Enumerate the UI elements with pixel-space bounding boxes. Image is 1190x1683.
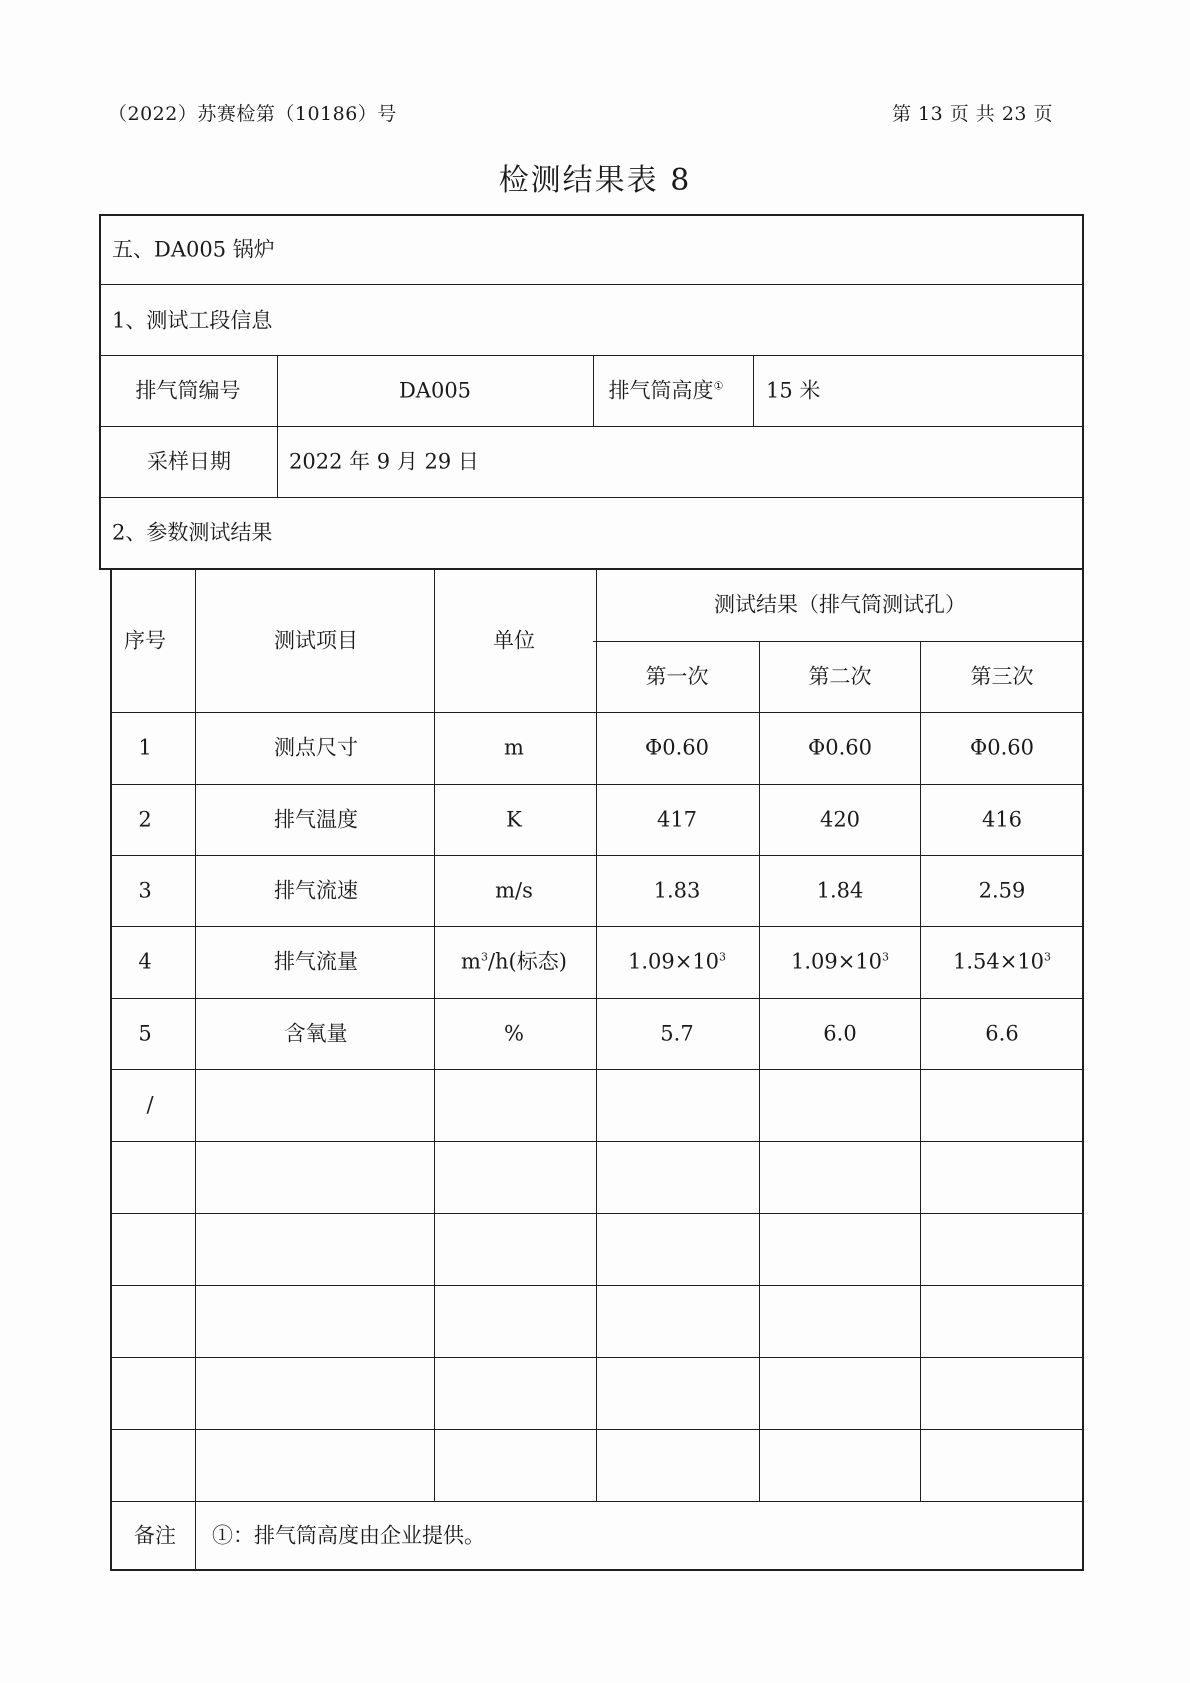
remarks-label: 备注 — [134, 1523, 176, 1548]
row-value-run-1: $1.09\times 10^3$ — [627, 949, 727, 974]
sampling-date-label: 采样日期 — [147, 449, 231, 474]
report-number: （2022）苏赛检第（10186）号 — [108, 103, 397, 125]
row-value-run-2: 420 — [819, 807, 861, 832]
row-item: 排气流速 — [274, 878, 358, 903]
row-value-run-1: 417 — [656, 807, 698, 832]
row-value-run-1: 5.7 — [660, 1021, 694, 1046]
results-heading: 2、参数测试结果 — [112, 520, 273, 545]
row-seq: 2 — [138, 807, 152, 832]
col-run-3-header: 第三次 — [970, 664, 1034, 689]
row-value-run-2: Φ0.60 — [808, 735, 872, 760]
col-unit-header: 单位 — [493, 628, 535, 653]
remarks-text: ①：排气筒高度由企业提供。 — [212, 1523, 485, 1548]
row-value-run-3: 6.6 — [985, 1021, 1019, 1046]
row-seq: 1 — [138, 735, 152, 760]
row-value-run-2: 1.84 — [816, 878, 864, 903]
row-value-run-3: $1.54\times 10^3$ — [952, 949, 1052, 974]
row-unit: m/s — [495, 878, 533, 903]
row-value-run-1: Φ0.60 — [645, 735, 709, 760]
sampling-date-value: 2022 年 9 月 29 日 — [289, 449, 479, 474]
row-seq: 5 — [138, 1021, 152, 1046]
row-unit: $m^3/h$(标态) — [461, 949, 567, 974]
row-value-run-1: 1.83 — [653, 878, 701, 903]
row-value-run-3: 416 — [981, 807, 1023, 832]
footnote-mark: ① — [713, 379, 724, 393]
row-seq: 3 — [138, 878, 152, 903]
row-item: 排气温度 — [274, 807, 358, 832]
row-value-run-3: Φ0.60 — [970, 735, 1034, 760]
col-run-1-header: 第一次 — [645, 664, 709, 689]
stack-number-label: 排气筒编号 — [135, 378, 241, 403]
row-value-run-3: 2.59 — [978, 878, 1026, 903]
row-item: 测点尺寸 — [274, 735, 358, 760]
row-item: 排气流量 — [274, 949, 358, 974]
info-heading: 1、测试工段信息 — [112, 308, 273, 333]
col-item-header: 测试项目 — [274, 628, 358, 653]
page-info: 第 13 页 共 23 页 — [892, 103, 1054, 125]
stack-height-label: 排气筒高度① — [608, 378, 724, 403]
row-item: 含氧量 — [284, 1021, 348, 1046]
col-seq-header: 序号 — [124, 628, 166, 653]
empty-row-mark: / — [146, 1092, 154, 1117]
stack-height-value: 15 米 — [766, 378, 821, 403]
row-seq: 4 — [138, 949, 152, 974]
info-table — [99, 214, 1084, 570]
col-group-header: 测试结果（排气筒测试孔） — [714, 592, 966, 617]
section-title: 五、DA005 锅炉 — [112, 237, 275, 262]
stack-number-value: DA005 — [398, 378, 472, 403]
row-unit: % — [504, 1021, 524, 1046]
row-unit: m — [504, 735, 524, 760]
page-title: 检测结果表 8 — [498, 163, 692, 198]
col-run-2-header: 第二次 — [808, 664, 872, 689]
row-value-run-2: $1.09\times 10^3$ — [790, 949, 890, 974]
row-value-run-2: 6.0 — [823, 1021, 857, 1046]
row-unit: K — [506, 807, 522, 832]
